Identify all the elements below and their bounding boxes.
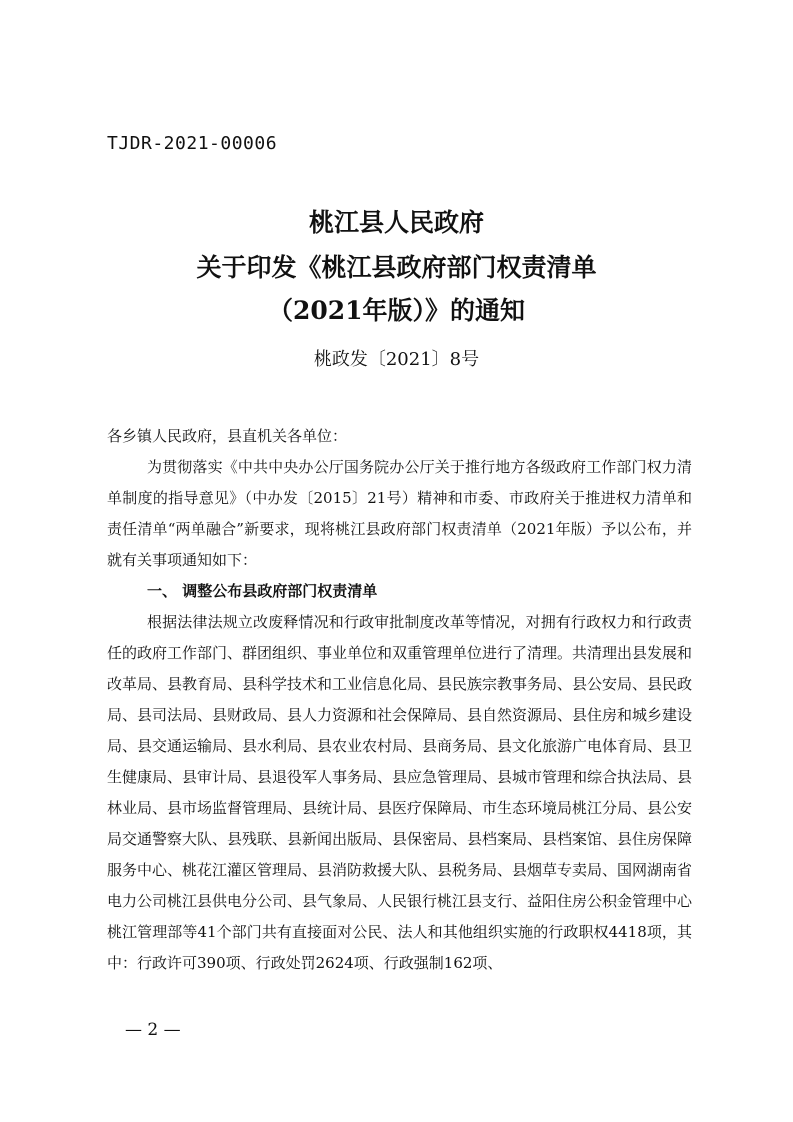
title-line-2: 关于印发《桃江县政府部门权责清单	[196, 253, 597, 282]
salutation: 各乡镇人民政府，县直机关各单位：	[107, 427, 348, 445]
document-code: TJDR-2021-00006	[107, 133, 278, 154]
paragraph-intro: 为贯彻落实《中共中央办公厅国务院办公厅关于推行地方各级政府工作部门权力清单制度的指导意见》（中办发〔2015〕21号）精神和市委、市政府关于推进权力清单和责任清单“两单融合”新要求，现将桃江县政府部门权责清单（2021年版）予以公布，并就有关事项通知如下：	[107, 458, 692, 569]
title-line-3: （2021年版）》的通知	[267, 296, 526, 325]
document-body	[107, 421, 692, 979]
section-heading: 一、 调整公布县政府部门权责清单	[147, 582, 378, 600]
title-line-1: 桃江县人民政府	[308, 208, 484, 237]
paragraph-main: 根据法律法规立改废释情况和行政审批制度改革等情况，对拥有行政权力和行政责任的政府工作部门、群团组织、事业单位和双重管理单位进行了清理。共清理出县发展和改革局、县教育局、县科学技术和工业信息化局、县民族宗教事务局、县公安局、县民政局、县司法局、县财政局、县人力资源和社会保障局、县自然资源局、县住房和城乡建设局、县交通运输局、县水利局、县农业农村局、县商务局、县文化旅游广电体育局、县卫生健康局、县审计局、县退役军人事务局、县应急管理局、县城市管理和综合执法局、县林业局、县市场监督管理局、县统计局、县医疗保障局、市生态环境局桃江分局、县公安局交通警察大队、县残联、县新闻出版局、县保密局、县档案局、县档案馆、县住房保障服务中心、桃花江灌区管理局、县消防救援大队、县税务局、县烟草专卖局、国网湖南省电力公司桃江县供电分公司、县气象局、人民银行桃江县支行、益阳住房公积金管理中心桃江管理部等41个部门共有直接面对公民、法人和其他组织实施的行政职权4418项，其中：行政许可390项、行政处罚2624项、行政强制162项、	[107, 613, 693, 972]
document-number: 桃政发〔2021〕8号	[313, 349, 480, 370]
page-number: — 2 —	[125, 1020, 181, 1040]
